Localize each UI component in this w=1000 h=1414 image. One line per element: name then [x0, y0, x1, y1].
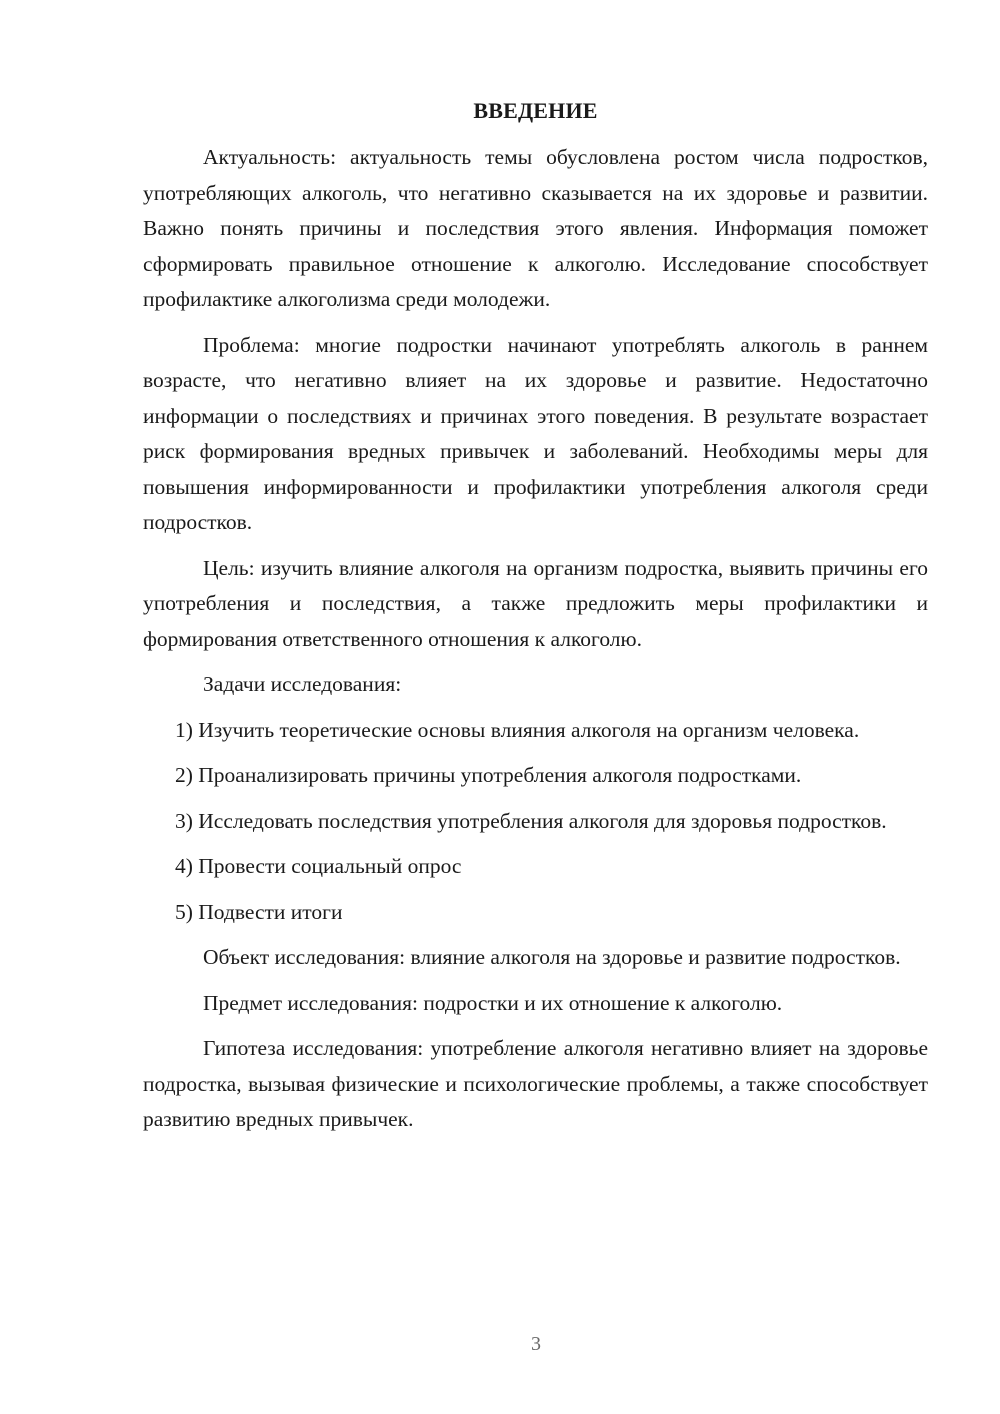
task-item: 5) Подвести итоги: [175, 899, 343, 924]
task-item: 1) Изучить теоретические основы влияния алкоголя на организм человека.: [175, 717, 860, 742]
task-item: 4) Провести социальный опрос: [175, 854, 462, 878]
task-item: 3) Исследовать последствия употребления алкоголя для здоровья подростков.: [175, 808, 887, 833]
subject-paragraph: Предмет исследования: подростки и их отношение к алкоголю.: [203, 990, 783, 1015]
object-paragraph: Объект исследования: влияние алкоголя на здоровье и развитие подростков.: [203, 945, 901, 969]
page-number: 3: [531, 1333, 541, 1355]
page-title: ВВЕДЕНИЕ: [473, 98, 598, 123]
goal-paragraph: Цель: изучить влияние алкоголя на организм подростка, выявить причины его употребления и последствия, а также предложить меры профилактики и формирования ответственного отношения к алкоголю.: [143, 555, 928, 651]
problem-paragraph: Проблема: многие подростки начинают употреблять алкоголь в раннем возрасте, что негативно влияет на их здоровье и развитие. Недостаточно информации о последствиях и причинах этого поведения. В результате возрастает риск формирования вредных привычек и заболеваний. Необходимы меры для повышения информированности и профилактики употребления алкоголя среди подростков.: [143, 332, 928, 534]
task-item: 2) Проанализировать причины употребления алкоголя подростками.: [175, 763, 802, 787]
relevance-paragraph: Актуальность: актуальность темы обусловлена ростом числа подростков, употребляющих алкоголь, что негативно сказывается на их здоровье и развитии. Важно понять причины и последствия этого явления. Информация поможет сформировать правильное отношение к алкоголю. Исследование способствует профилактике алкоголизма среди молодежи.: [143, 145, 928, 311]
tasks-heading: Задачи исследования:: [203, 672, 402, 696]
document-body: [143, 96, 928, 1148]
hypothesis-paragraph: Гипотеза исследования: употребление алкоголя негативно влияет на здоровье подростка, вызывая физические и психологические проблемы, а также способствует развитию вредных привычек.: [143, 1036, 928, 1131]
